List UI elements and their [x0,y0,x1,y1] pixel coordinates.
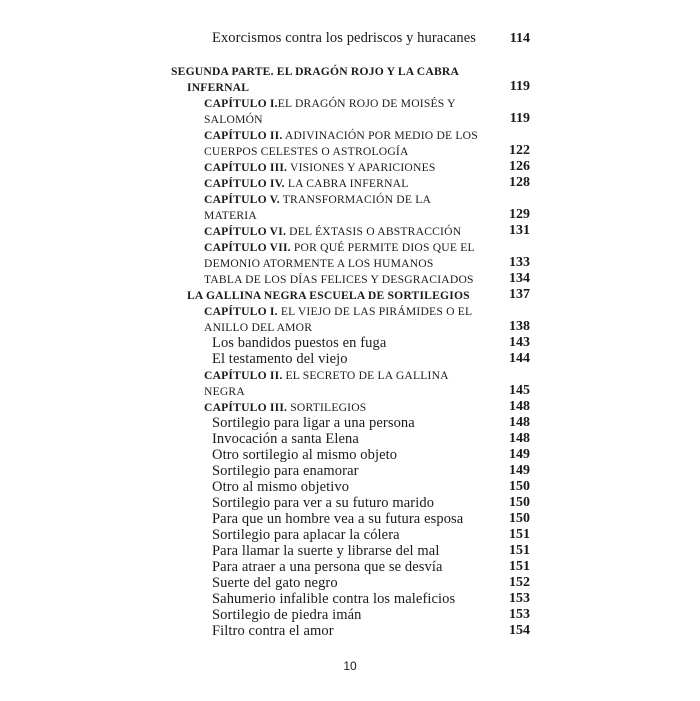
toc-entry-text: Sortilegio para aplacar la cólera [212,527,400,543]
toc-page-number: 153 [509,607,530,622]
chapter-label: CAPÍTULO III. [204,401,288,414]
chapter-entry [204,162,436,174]
toc-entry-text: Sortilegio para enamorar [212,463,359,479]
toc-page-number: 150 [509,479,530,494]
toc-page-number: 151 [509,559,530,574]
toc-entry [204,274,474,286]
toc-entry-text: POR QUÉ PERMITE DIOS QUE EL [290,241,475,254]
chapter-label: CAPÍTULO VII. [204,241,291,254]
chapter-label: CAPÍTULO II. [204,369,283,382]
toc-page-number: 148 [509,399,530,414]
toc-entry-text: Sahumerio infalible contra los maleficios [212,591,456,607]
toc-page-number: 151 [509,543,530,558]
toc-entry-text: Para llamar la suerte y librarse del mal [212,543,440,559]
toc-entry-text: MATERIA [204,209,257,222]
toc-page-number: 145 [509,383,530,398]
chapter-entry-continuation [204,146,409,158]
toc-entry [212,352,348,367]
toc-page-number: 137 [509,287,530,302]
toc-entry-text: ADIVINACIÓN POR MEDIO DE LOS [282,129,478,142]
toc-entry [212,624,334,639]
toc-entry-text: VISIONES Y APARICIONES [287,161,436,174]
toc-entry-text: EL SECRETO DE LA GALLINA [282,369,449,382]
toc-page-number: 154 [509,623,530,638]
toc-entry-text: DEL ÉXTASIS O ABSTRACCIÓN [286,225,462,238]
part-heading [187,290,470,302]
toc-entry [212,480,349,495]
toc-entry [212,416,415,431]
chapter-entry-continuation [204,386,245,398]
toc-entry [212,512,463,527]
toc-entry-text: Otro sortilegio al mismo objeto [212,447,398,463]
toc-entry-text: TABLA DE LOS DÍAS FELICES Y DESGRACIADOS [204,273,474,286]
toc-entry [212,464,359,479]
toc-page-number: 150 [509,495,530,510]
toc-entry-text: INFERNAL [187,81,250,94]
chapter-entry-continuation [204,114,263,126]
chapter-label: CAPÍTULO III. [204,161,288,174]
chapter-label: CAPÍTULO II. [204,129,283,142]
toc-page-number: 133 [509,255,530,270]
chapter-entry [204,402,366,414]
toc-page-number: 134 [509,271,530,286]
toc-entry-text: Suerte del gato negro [212,575,338,591]
chapter-entry-continuation [204,258,434,270]
toc-entry-text: NEGRA [204,385,245,398]
toc-page-number: 128 [509,175,530,190]
toc-page-number: 144 [509,351,530,366]
toc-page-number: 119 [509,79,530,94]
chapter-label: CAPÍTULO I. [204,305,278,318]
toc-page-number: 153 [509,591,530,606]
chapter-entry [204,98,456,110]
chapter-entry [204,226,461,238]
toc-entry-text: Filtro contra el amor [212,623,334,639]
toc-entry-text: Para atraer a una persona que se desvía [212,559,443,575]
toc-entry-text: Sortilegio para ligar a una persona [212,415,415,431]
toc-page-number: 150 [509,511,530,526]
toc-page-number: 149 [509,447,530,462]
toc-entry-text: LA CABRA INFERNAL [284,177,409,190]
toc-entry [212,576,338,591]
toc-entry-text: SEGUNDA PARTE. EL DRAGÓN ROJO Y LA CABRA [171,65,460,78]
part-heading [171,66,459,78]
toc-page-number: 131 [509,223,530,238]
toc-page-number: 149 [509,463,530,478]
chapter-entry [204,194,431,206]
toc-entry-text: LA GALLINA NEGRA ESCUELA DE SORTILEGIOS [187,289,470,302]
toc-page-number: 143 [509,335,530,350]
toc-entry-text: Sortilegio para ver a su futuro marido [212,495,435,511]
toc-entry-text: Invocación a santa Elena [212,431,359,447]
chapter-label: CAPÍTULO IV. [204,177,285,190]
toc-entry [212,31,476,46]
toc-entry-text: EL VIEJO DE LAS PIRÁMIDES O EL [277,305,473,318]
toc-page-number: 148 [509,415,530,430]
chapter-entry [204,242,475,254]
toc-entry-text: EL DRAGÓN ROJO DE MOISÉS Y [277,97,456,110]
toc-entry [212,528,400,543]
toc-page-number: 126 [509,159,530,174]
chapter-label: CAPÍTULO V. [204,193,280,206]
toc-entry-text: DEMONIO ATORMENTE A LOS HUMANOS [204,257,434,270]
chapter-entry [204,178,409,190]
chapter-entry-continuation [204,210,257,222]
part-heading-continuation [187,82,249,94]
toc-entry-text: SALOMÓN [204,113,263,126]
toc-page-number: 122 [509,143,530,158]
toc-entry-text: CUERPOS CELESTES O ASTROLOGÍA [204,145,409,158]
toc-entry [212,496,434,511]
toc-page-number: 119 [509,111,530,126]
chapter-entry [204,306,472,318]
chapter-label: CAPÍTULO VI. [204,225,287,238]
toc-entry-text: El testamento del viejo [212,351,348,367]
toc-entry [212,592,455,607]
toc-page-number: 129 [509,207,530,222]
chapter-label: CAPÍTULO I. [204,97,278,110]
toc-entry-text: Para que un hombre vea a su futura esposa [212,511,464,527]
toc-entry [212,336,386,351]
toc-entry-text: Otro al mismo objetivo [212,479,350,495]
toc-page-number: 138 [509,319,530,334]
toc-page-number: 114 [509,31,530,46]
toc-entry-text: ANILLO DEL AMOR [204,321,313,334]
toc-entry [212,448,397,463]
toc-entry-text: Los bandidos puestos en fuga [212,335,387,351]
toc-page-number: 152 [509,575,530,590]
toc-page-number: 148 [509,431,530,446]
chapter-entry [204,370,449,382]
toc-entry-text: SORTILEGIOS [287,401,367,414]
toc-entry-text: Sortilegio de piedra imán [212,607,362,623]
toc-entry [212,560,443,575]
toc-entry [212,432,359,447]
toc-entry-text: TRANSFORMACIÓN DE LA [279,193,432,206]
toc-entry [212,544,439,559]
toc-page-number: 151 [509,527,530,542]
chapter-entry [204,130,478,142]
page-number: 10 [343,659,357,673]
toc-entry-text: Exorcismos contra los pedriscos y huracanes [212,30,477,46]
chapter-entry-continuation [204,322,312,334]
toc-entry [212,608,361,623]
